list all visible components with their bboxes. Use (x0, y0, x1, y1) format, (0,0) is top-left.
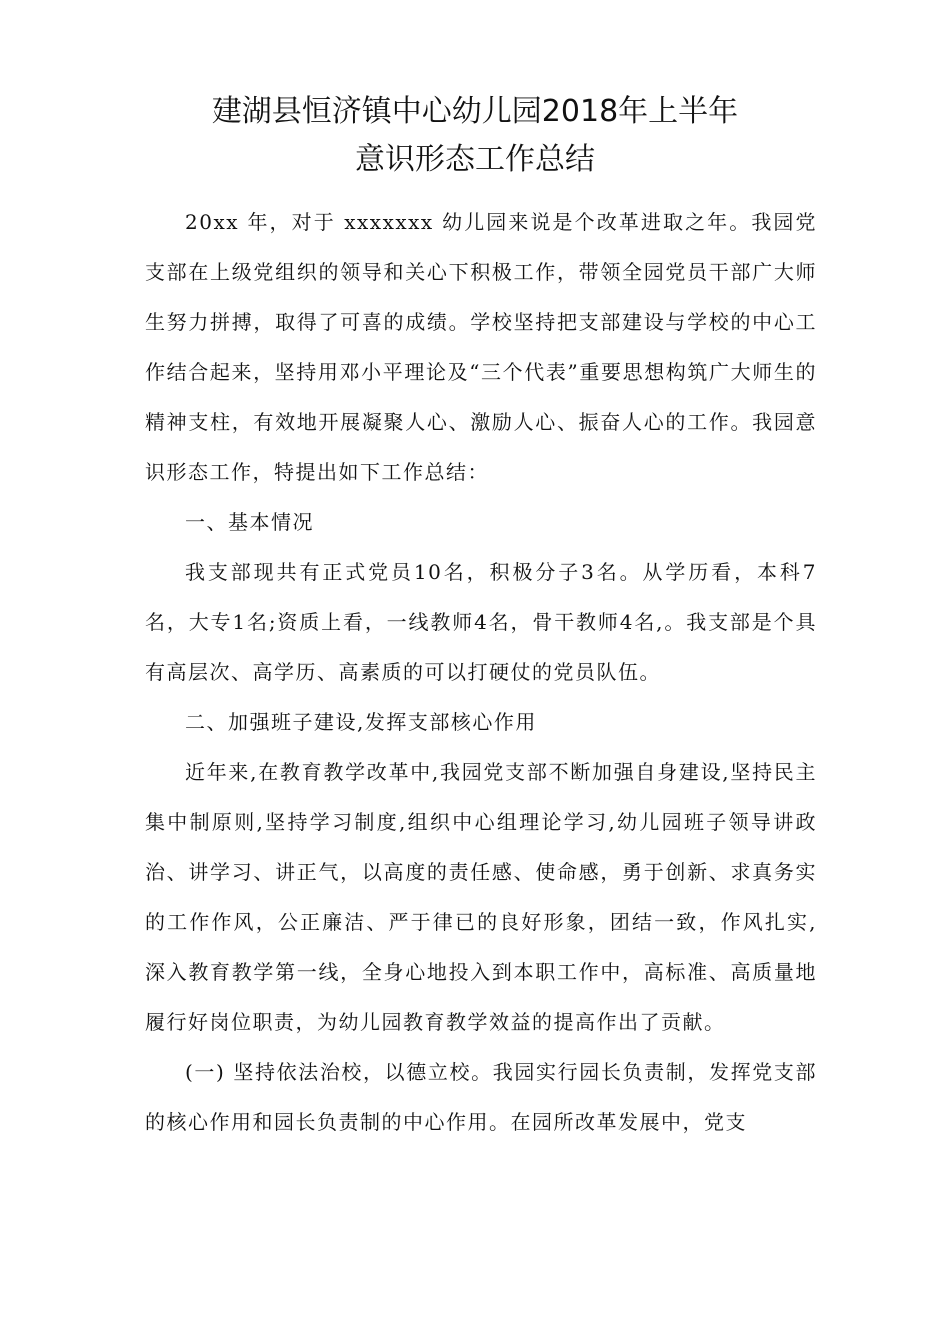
document-title-line2: 意识形态工作总结 (355, 142, 595, 177)
section-heading-team: 二、加强班子建设,发挥支部核心作用 (185, 710, 537, 734)
paragraph-basic: 我支部现共有正式党员10名，积极分子3名。从学历看，本科7名，大专1名;资质上看，一线教师4名，骨干教师4名,。我支部是个具有高层次、高学历、高素质的可以打硬仗的党员队伍。 (145, 560, 817, 684)
paragraph-intro: 20xx 年，对于 xxxxxxx 幼儿园来说是个改革进取之年。我园党支部在上级党组织的领导和关心下积极工作，带领全园党员干部广大师生努力拼搏，取得了可喜的成绩。学校坚持把支部建设与学校的中心工作结合起来，坚持用邓小平理论及“三个代表”重要思想构筑广大师生的精神支柱，有效地开展凝聚人心、激励人心、振奋人心的工作。我园意识形态工作，特提出如下工作总结： (145, 210, 817, 484)
paragraph-team: 近年来,在教育教学改革中,我园党支部不断加强自身建设,坚持民主集中制原则,坚持学习制度,组织中心组理论学习,幼儿园班子领导讲政治、讲学习、讲正气，以高度的责任感、使命感，勇于创新、求真务实的工作作风，公正廉洁、严于律已的良好形象，团结一致，作风扎实,深入教育教学第一线，全身心地投入到本职工作中，高标准、高质量地履行好岗位职责，为幼儿园教育教学效益的提高作出了贡献。 (145, 760, 817, 1034)
paragraph-law: (一) 坚持依法治校，以德立校。我园实行园长负责制，发挥党支部的核心作用和园长负责制的中心作用。在园所改革发展中，党支 (145, 1060, 817, 1134)
document-title-line1: 建湖县恒济镇中心幼儿园2018年上半年 (211, 94, 739, 129)
section-heading-basic: 一、基本情况 (185, 510, 314, 534)
document-body (145, 197, 817, 1147)
